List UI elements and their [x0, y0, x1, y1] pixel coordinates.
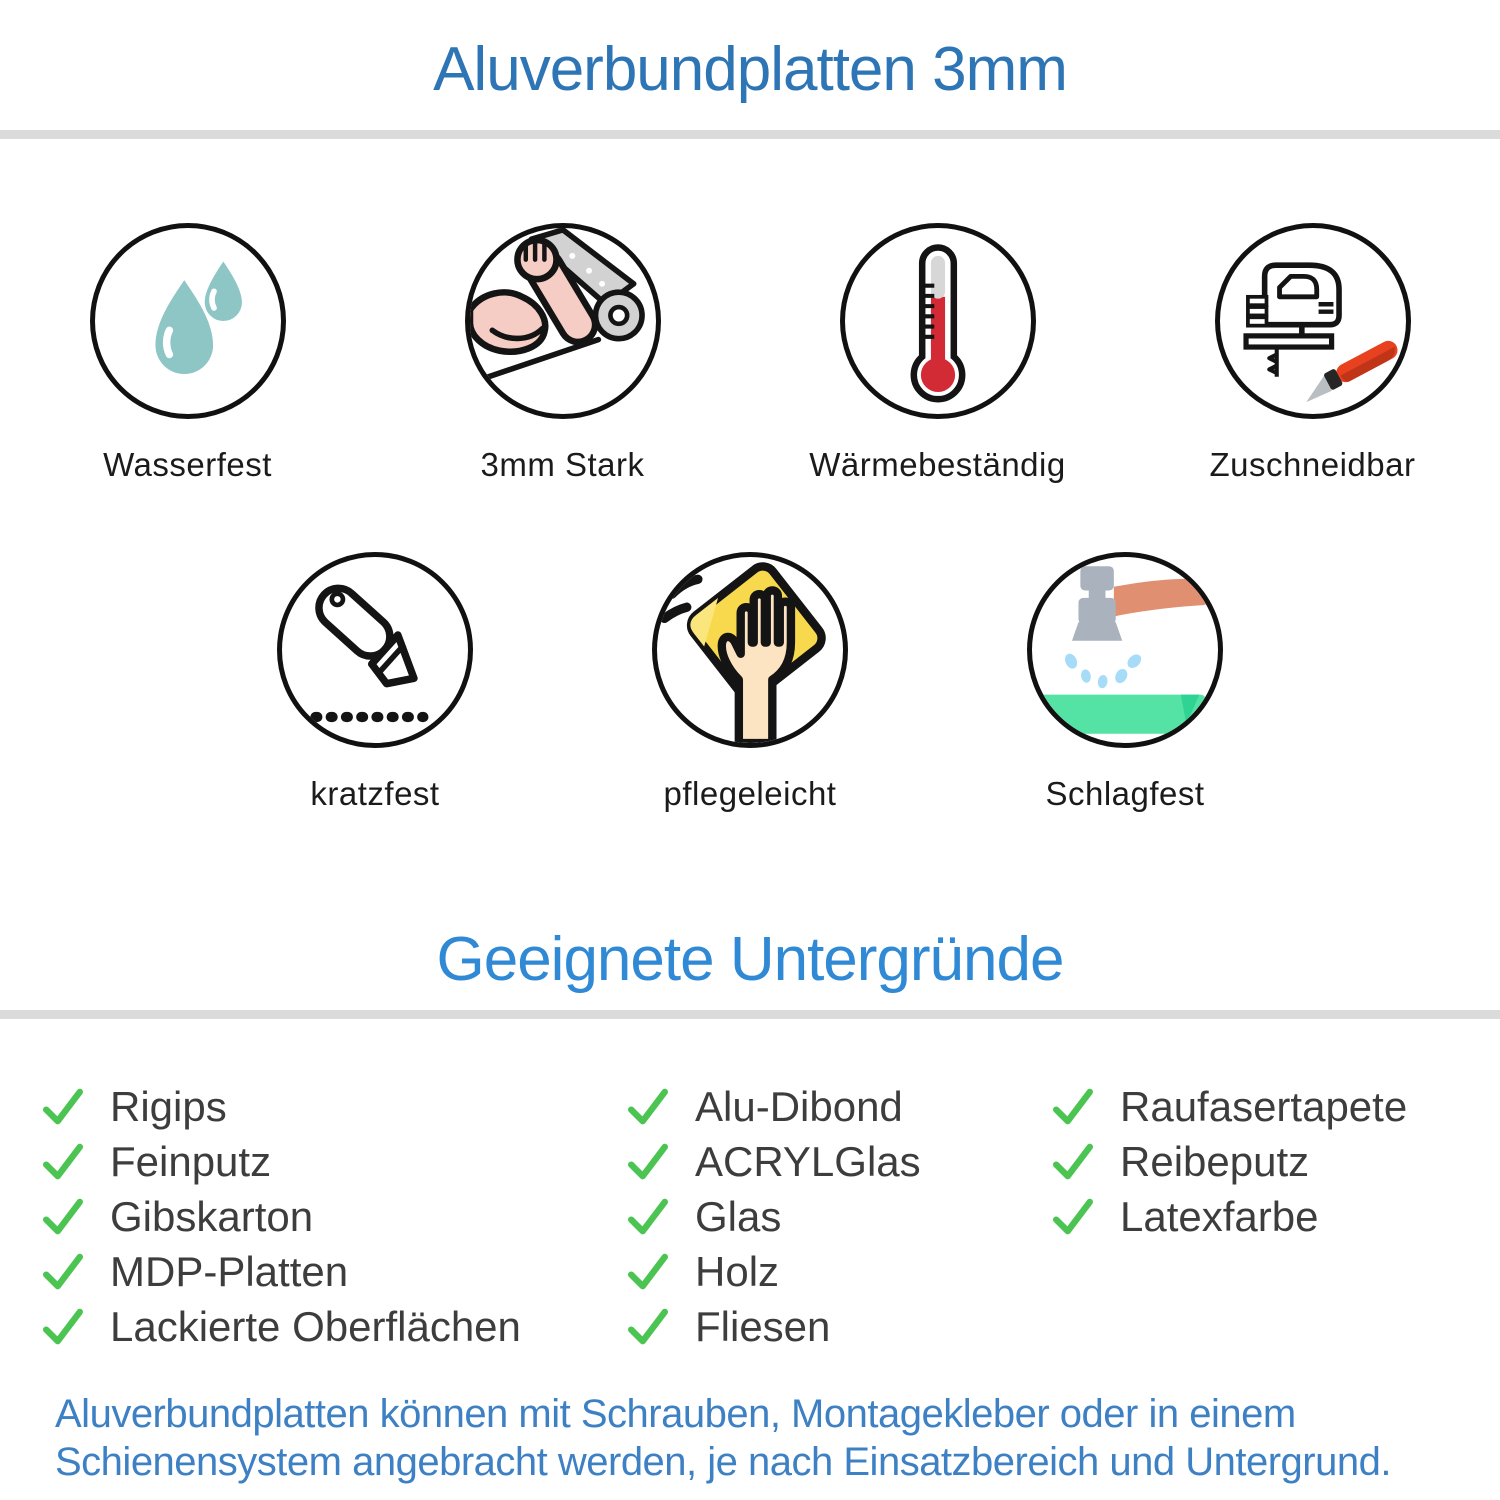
checkmark-icon	[40, 1084, 86, 1130]
hammer-impact-icon	[1032, 557, 1218, 743]
features-row-1	[0, 223, 1500, 485]
checkmark-icon	[625, 1139, 671, 1185]
utility-knife-icon	[282, 557, 468, 743]
mounting-note	[0, 1390, 1500, 1486]
water-drops-icon	[95, 228, 281, 414]
checkmark-icon	[1050, 1194, 1096, 1240]
feature-icon-circle	[90, 223, 286, 419]
divider-line	[0, 1010, 1500, 1019]
page-title: Aluverbundplatten 3mm	[433, 35, 1067, 104]
substrate-item	[40, 1244, 625, 1299]
checkmark-icon	[625, 1304, 671, 1350]
substrate-item	[40, 1079, 625, 1134]
substrate-label: Feinputz	[110, 1137, 272, 1185]
substrate-item	[1050, 1079, 1500, 1134]
checkmark-icon	[1050, 1139, 1096, 1185]
feature-icon-circle	[1215, 223, 1411, 419]
thermometer-icon	[845, 228, 1031, 414]
mounting-note-line-1: Aluverbundplatten können mit Schrauben, Montagekleber oder in einem	[55, 1392, 1296, 1436]
substrate-label: Gibskarton	[110, 1192, 314, 1240]
feature-label: Zuschneidbar	[1209, 446, 1416, 483]
substrate-label: Glas	[695, 1192, 782, 1240]
substrate-item	[625, 1079, 1050, 1134]
checkmark-icon	[40, 1304, 86, 1350]
substrate-label: MDP-Platten	[110, 1247, 349, 1295]
checkmark-icon	[40, 1249, 86, 1295]
feature-label: Wärmebeständig	[809, 446, 1066, 483]
checkmark-icon	[625, 1084, 671, 1130]
substrate-item	[625, 1244, 1050, 1299]
checkmark-icon	[1050, 1084, 1096, 1130]
feature-icon-circle	[652, 552, 848, 748]
feature-3mm-stark	[375, 223, 750, 485]
substrate-item	[625, 1299, 1050, 1354]
substrates-column-2	[625, 1079, 1050, 1354]
cleaning-hand-cloth-icon	[657, 557, 843, 743]
checkmark-icon	[625, 1249, 671, 1295]
substrate-label: Holz	[695, 1247, 780, 1295]
substrate-item	[40, 1189, 625, 1244]
feature-zuschneidbar	[1125, 223, 1500, 485]
substrate-label: Lackierte Oberflächen	[110, 1302, 521, 1350]
feature-icon-circle	[1027, 552, 1223, 748]
substrate-label: Reibeputz	[1120, 1137, 1310, 1185]
substrate-label: Rigips	[110, 1082, 227, 1130]
substrate-item	[1050, 1189, 1500, 1244]
feature-icon-circle	[277, 552, 473, 748]
feature-label: 3mm Stark	[480, 446, 645, 483]
substrate-label: Raufasertapete	[1120, 1082, 1408, 1130]
substrate-item	[1050, 1134, 1500, 1189]
divider-line	[0, 130, 1500, 139]
substrates-column-3	[1050, 1079, 1500, 1354]
substrate-label: Fliesen	[695, 1302, 831, 1350]
feature-icon-circle	[465, 223, 661, 419]
jigsaw-cutter-icon	[1220, 228, 1406, 414]
substrate-label: ACRYLGlas	[695, 1137, 921, 1185]
feature-label: kratzfest	[310, 775, 440, 812]
muscle-arm-panel-icon	[470, 228, 656, 414]
checkmark-icon	[40, 1194, 86, 1240]
substrates-checklist	[0, 1079, 1500, 1354]
substrates-column-1	[40, 1079, 625, 1354]
feature-label: pflegeleicht	[663, 775, 837, 812]
mounting-note-line-2: Schienensystem angebracht werden, je nach Einsatzbereich und Untergrund.	[55, 1440, 1391, 1484]
feature-wasserfest	[0, 223, 375, 485]
substrate-item	[625, 1189, 1050, 1244]
feature-kratzfest	[188, 552, 563, 814]
substrate-item	[625, 1134, 1050, 1189]
features-row-2	[0, 552, 1500, 814]
checkmark-icon	[40, 1139, 86, 1185]
substrate-item	[40, 1134, 625, 1189]
substrate-label: Latexfarbe	[1120, 1192, 1319, 1240]
substrate-label: Alu-Dibond	[695, 1082, 903, 1130]
feature-label: Wasserfest	[103, 446, 272, 483]
checkmark-icon	[625, 1194, 671, 1240]
feature-icon-circle	[840, 223, 1036, 419]
feature-waermebestaendig	[750, 223, 1125, 485]
feature-pflegeleicht	[563, 552, 938, 814]
feature-label: Schlagfest	[1045, 775, 1205, 812]
feature-schlagfest	[938, 552, 1313, 814]
section-title-untergruende: Geeignete Untergründe	[436, 925, 1064, 994]
substrate-item	[40, 1299, 625, 1354]
